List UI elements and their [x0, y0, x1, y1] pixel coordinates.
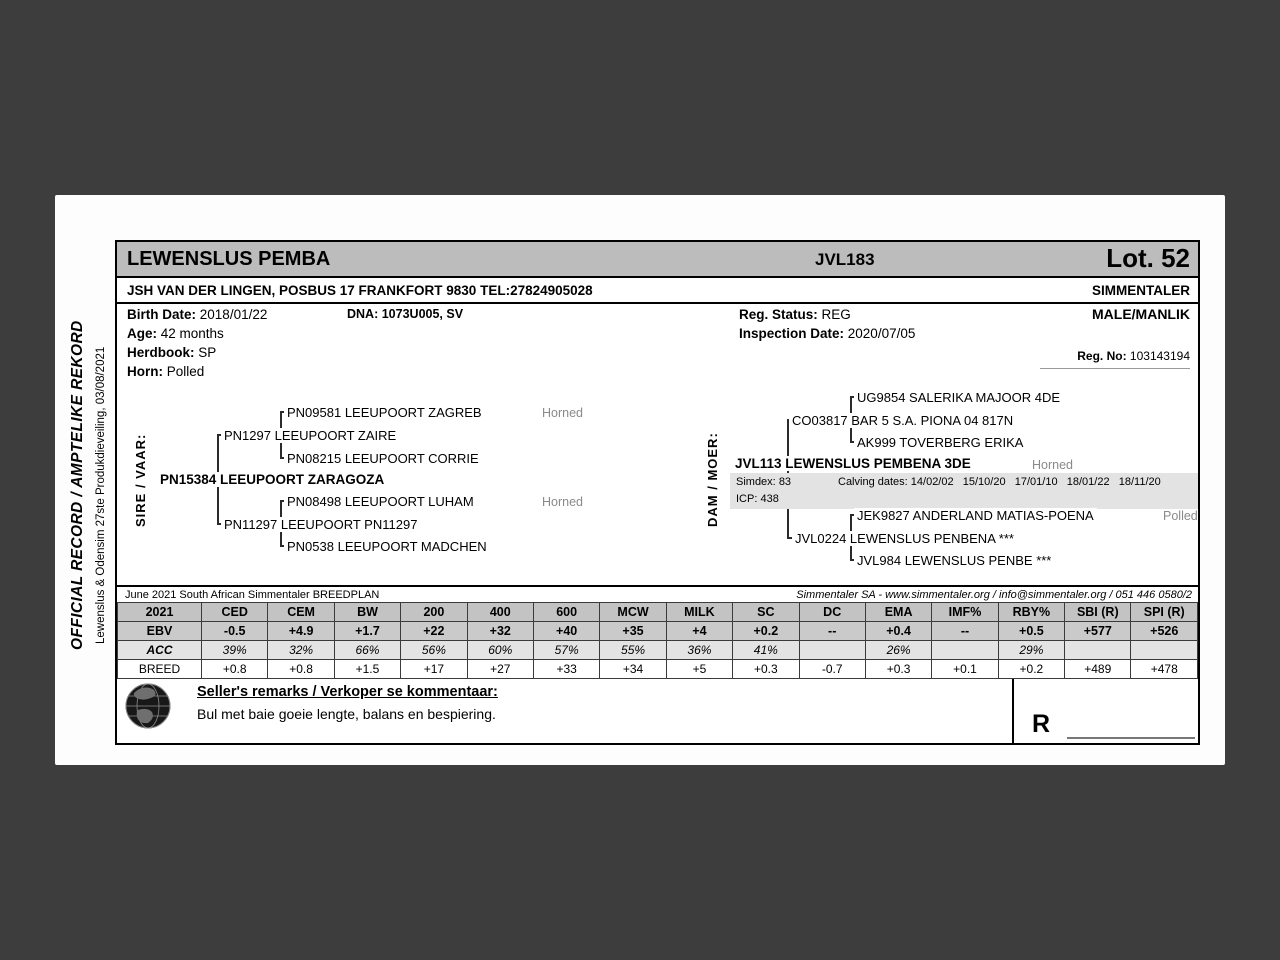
reg-no-value: 103143194 — [1129, 349, 1190, 363]
ebv-header-cell: SPI (R) — [1131, 603, 1198, 622]
ebv-table — [117, 602, 1198, 679]
pedigree-section — [117, 384, 1198, 585]
sire-grandsire2: PN08498 LEEUPOORT LUHAM — [284, 494, 477, 509]
animal-id: JVL183 — [815, 250, 875, 269]
dam-granddam2: JVL984 LEWENSLUS PENBE *** — [854, 553, 1054, 568]
icp-label: ICP: — [736, 493, 758, 505]
official-record-label: OFFICIAL RECORD / AMPTELIKE REKORD — [69, 320, 86, 650]
animal-details — [117, 304, 1198, 384]
reg-status-label: Reg. Status: — [739, 307, 818, 322]
dam-sire: CO03817 BAR 5 S.A. PIONA 04 817N — [789, 413, 1016, 428]
ebv-value-cell: 39% — [202, 641, 268, 660]
sire-sire: PN1297 LEEUPOORT ZAIRE — [221, 428, 399, 443]
horn-status-note: Horned — [1032, 458, 1073, 472]
birth-date-field — [127, 307, 267, 322]
ebv-value-cell: 66% — [334, 641, 400, 660]
sire-section-label: SIRE / VAAR: — [133, 433, 148, 527]
ebv-value-cell: EBV — [118, 622, 202, 641]
dam-section-label: DAM / MOER: — [705, 432, 720, 528]
simdex-value: 83 — [778, 476, 792, 488]
age-value: 42 months — [160, 326, 224, 341]
sire-granddam1: PN08215 LEEUPOORT CORRIE — [284, 451, 482, 466]
ebv-value-cell: ACC — [118, 641, 202, 660]
ebv-header-cell: SBI (R) — [1065, 603, 1131, 622]
horn-status-note: Horned — [542, 406, 583, 420]
ebv-header-cell: CED — [202, 603, 268, 622]
dam-grandsire2: JEK9827 ANDERLAND MATIAS-POENA — [854, 508, 1097, 523]
ebv-value-cell: +22 — [401, 622, 467, 641]
ebv-header-cell: 400 — [467, 603, 533, 622]
ebv-header-cell: RBY% — [998, 603, 1064, 622]
herdbook-field — [127, 345, 216, 360]
icp-field — [736, 493, 779, 505]
ebv-value-cell: +0.3 — [733, 660, 799, 679]
simdex-field — [736, 476, 791, 488]
ebv-value-cell: BREED — [118, 660, 202, 679]
age-label: Age: — [127, 326, 157, 341]
lot-card — [115, 240, 1200, 745]
ebv-header-cell: DC — [799, 603, 865, 622]
catalog-page — [55, 195, 1225, 765]
ebv-value-cell: +35 — [600, 622, 666, 641]
ebv-value-cell: 60% — [467, 641, 533, 660]
ebv-value-cell: 26% — [865, 641, 931, 660]
ebv-value-cell: +17 — [401, 660, 467, 679]
birth-date-value: 2018/01/22 — [199, 307, 268, 322]
ebv-values-row — [118, 622, 1198, 641]
horn-field — [127, 364, 204, 379]
ebv-value-cell: 56% — [401, 641, 467, 660]
ebv-value-cell: +27 — [467, 660, 533, 679]
dna-field — [347, 307, 463, 321]
ebv-value-cell: 36% — [666, 641, 732, 660]
reg-status-value: REG — [821, 307, 851, 322]
ebv-value-cell: +0.8 — [268, 660, 334, 679]
ebv-value-cell: +0.2 — [733, 622, 799, 641]
remarks-section — [117, 679, 1198, 743]
sire-grandsire1: PN09581 LEEUPOORT ZAGREB — [284, 405, 485, 420]
ebv-value-cell: +5 — [666, 660, 732, 679]
dna-label: DNA: — [347, 307, 379, 321]
ebv-value-cell — [1065, 641, 1131, 660]
auction-event-label: Lewenslus & Odensim 27ste Produkdieveiling, 03/08/2021 — [95, 346, 107, 644]
ebv-value-cell: 57% — [533, 641, 599, 660]
ebv-header-cell: BW — [334, 603, 400, 622]
ebv-header-cell: 600 — [533, 603, 599, 622]
sire-dam: PN11297 LEEUPOORT PN11297 — [221, 517, 420, 532]
ebv-value-cell: +40 — [533, 622, 599, 641]
horn-status-note: Horned — [542, 495, 583, 509]
reg-no-label: Reg. No: — [1077, 349, 1127, 363]
calving-dates-label: Calving dates: — [838, 476, 908, 488]
dna-value: 1073U005, SV — [381, 307, 464, 321]
horn-label: Horn: — [127, 364, 163, 379]
ebv-value-cell: 29% — [998, 641, 1064, 660]
breedplan-title: June 2021 South African Simmentaler BREEDPLAN — [125, 589, 380, 601]
lot-number: Lot. 52 — [1106, 243, 1190, 273]
ebv-value-cell: +577 — [1065, 622, 1131, 641]
herdbook-label: Herdbook: — [127, 345, 195, 360]
ebv-header-cell: 2021 — [118, 603, 202, 622]
ebv-value-cell: +34 — [600, 660, 666, 679]
simmentaler-contact: Simmentaler SA - www.simmentaler.org / info@simmentaler.org / 051 446 0580/2 — [796, 589, 1192, 601]
ebv-value-cell: +1.7 — [334, 622, 400, 641]
dam-name: JVL113 LEWENSLUS PEMBENA 3DE — [732, 456, 974, 471]
ebv-value-cell: +4 — [666, 622, 732, 641]
reg-no-underline — [1040, 368, 1190, 369]
icp-value: 438 — [760, 493, 779, 505]
dam-granddam1: AK999 TOVERBERG ERIKA — [854, 435, 1026, 450]
horn-value: Polled — [166, 364, 205, 379]
sex-value: MALE/MANLIK — [1092, 306, 1190, 322]
breedplan-caption — [117, 585, 1198, 602]
title-bar — [117, 242, 1198, 278]
ebv-header-row — [118, 603, 1198, 622]
ebv-value-cell: +0.4 — [865, 622, 931, 641]
age-field — [127, 326, 224, 341]
globe-icon — [125, 683, 171, 729]
herdbook-value: SP — [198, 345, 217, 360]
ebv-value-cell: -0.7 — [799, 660, 865, 679]
ebv-header-cell: MILK — [666, 603, 732, 622]
dam-breeding-info — [730, 473, 1198, 509]
ebv-value-cell: 55% — [600, 641, 666, 660]
breed-avg-row — [118, 660, 1198, 679]
horn-status-note: Polled — [1163, 509, 1198, 523]
remarks-text: Bul met baie goeie lengte, balans en bespiering. — [197, 706, 496, 722]
reg-no-field — [1077, 349, 1190, 363]
calving-dates-field — [838, 476, 1161, 488]
ebv-value-cell: +4.9 — [268, 622, 334, 641]
ebv-value-cell: +33 — [533, 660, 599, 679]
inspection-date-label: Inspection Date: — [739, 326, 845, 341]
sire-name: PN15384 LEEUPOORT ZARAGOZA — [157, 472, 387, 487]
currency-symbol: R — [1032, 710, 1051, 738]
ebv-value-cell: 41% — [733, 641, 799, 660]
ebv-header-cell: SC — [733, 603, 799, 622]
ebv-value-cell: -- — [932, 622, 998, 641]
breed-name: SIMMENTALER — [1092, 283, 1190, 298]
ebv-value-cell: +0.8 — [202, 660, 268, 679]
ebv-value-cell: +0.2 — [998, 660, 1064, 679]
ebv-header-cell: IMF% — [932, 603, 998, 622]
ebv-value-cell: +32 — [467, 622, 533, 641]
reg-status-field — [739, 307, 851, 322]
ebv-header-cell: CEM — [268, 603, 334, 622]
ebv-value-cell: -- — [799, 622, 865, 641]
inspection-date-value: 2020/07/05 — [847, 326, 916, 341]
sire-granddam2: PN0538 LEEUPOORT MADCHEN — [284, 539, 490, 554]
ebv-value-cell: +1.5 — [334, 660, 400, 679]
price-blank-line — [1067, 737, 1195, 739]
ebv-header-cell: MCW — [600, 603, 666, 622]
ebv-value-cell — [932, 641, 998, 660]
ebv-value-cell: +0.1 — [932, 660, 998, 679]
ebv-header-cell: 200 — [401, 603, 467, 622]
dam-grandsire1: UG9854 SALERIKA MAJOOR 4DE — [854, 390, 1063, 405]
ebv-header-cell: EMA — [865, 603, 931, 622]
owner-contact: JSH VAN DER LINGEN, POSBUS 17 FRANKFORT 9830 TEL:27824905028 — [127, 283, 593, 298]
ebv-value-cell: 32% — [268, 641, 334, 660]
dam-dam: JVL0224 LEWENSLUS PENBENA *** — [792, 531, 1017, 546]
birth-date-label: Birth Date: — [127, 307, 197, 322]
ebv-value-cell — [799, 641, 865, 660]
simdex-label: Simdex: — [736, 476, 776, 488]
ebv-value-cell: +526 — [1131, 622, 1198, 641]
ebv-value-cell: +0.5 — [998, 622, 1064, 641]
ebv-value-cell: +489 — [1065, 660, 1131, 679]
ebv-value-cell: +0.3 — [865, 660, 931, 679]
acc-values-row — [118, 641, 1198, 660]
owner-row — [117, 278, 1198, 304]
animal-name: LEWENSLUS PEMBA — [127, 248, 331, 270]
price-box-divider — [1012, 679, 1014, 743]
calving-dates-value: 14/02/02 15/10/20 17/01/10 18/01/22 18/11/20 — [910, 476, 1161, 488]
ebv-value-cell — [1131, 641, 1198, 660]
ebv-value-cell: -0.5 — [202, 622, 268, 641]
ebv-value-cell: +478 — [1131, 660, 1198, 679]
inspection-date-field — [739, 326, 915, 341]
remarks-title: Seller's remarks / Verkoper se kommentaar: — [197, 684, 498, 700]
